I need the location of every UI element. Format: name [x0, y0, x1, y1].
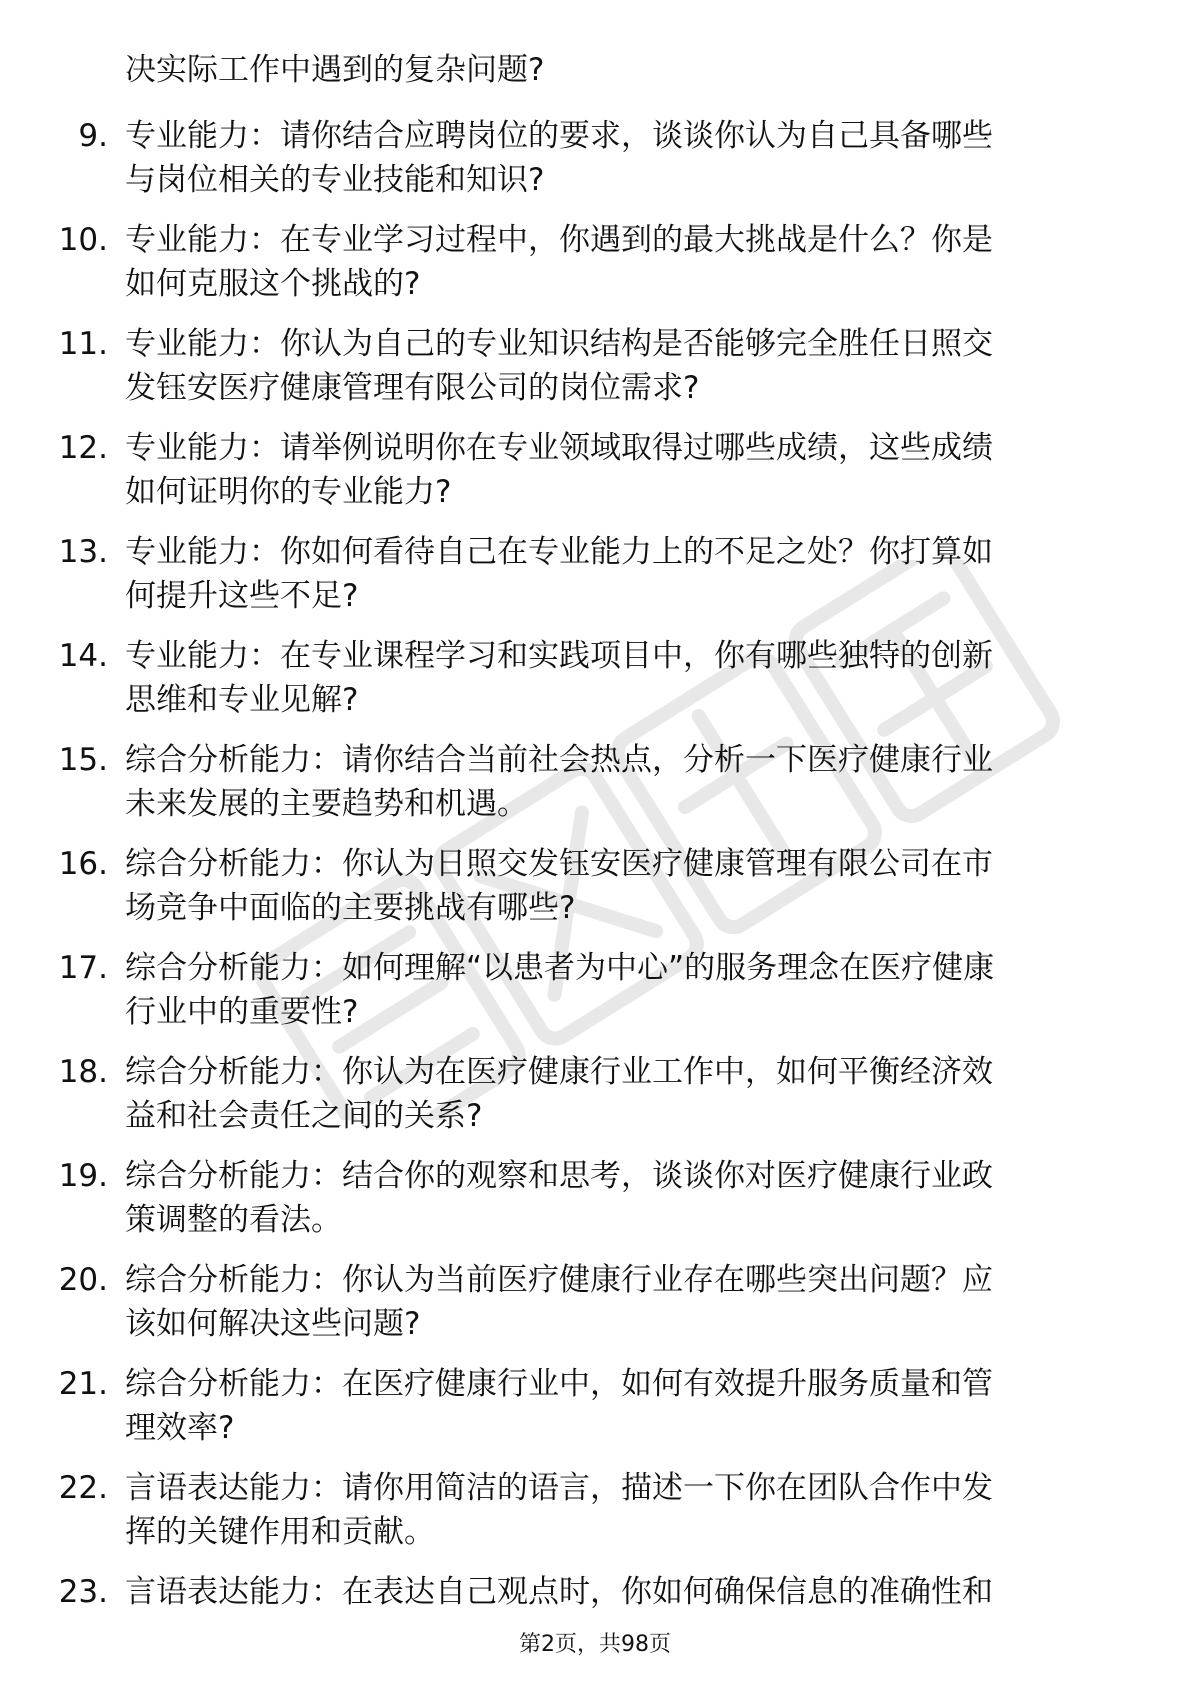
- question-text: [125, 218, 1115, 306]
- question-number: 13.: [58, 534, 108, 570]
- question-number: 19.: [58, 1158, 108, 1194]
- question-text: [125, 1466, 1115, 1554]
- question-text: [125, 1258, 1115, 1346]
- question-number: 18.: [58, 1054, 108, 1090]
- question-text: [125, 426, 1115, 514]
- question-line: 综合分析能力：你认为在医疗健康行业工作中，如何平衡经济效: [125, 1054, 993, 1090]
- question-item: [0, 114, 1190, 218]
- question-number: 14.: [58, 638, 108, 674]
- question-line: 理效率?: [125, 1410, 235, 1446]
- question-number: 21.: [58, 1366, 108, 1402]
- question-item: [0, 1466, 1190, 1570]
- question-line: 如何克服这个挑战的?: [125, 266, 421, 302]
- question-line: 何提升这些不足?: [125, 578, 359, 614]
- question-item: [0, 738, 1190, 842]
- question-number: 20.: [58, 1262, 108, 1298]
- question-line: 专业能力：你认为自己的专业知识结构是否能够完全胜任日照交: [125, 326, 993, 362]
- continued-question-text: 决实际工作中遇到的复杂问题?: [125, 52, 545, 88]
- question-text: [125, 114, 1115, 202]
- question-number: 16.: [58, 846, 108, 882]
- question-line: 综合分析能力：在医疗健康行业中，如何有效提升服务质量和管: [125, 1366, 993, 1402]
- question-number: 12.: [58, 430, 108, 466]
- question-item: [0, 1362, 1190, 1466]
- question-line: 益和社会责任之间的关系?: [125, 1098, 483, 1134]
- question-text: [125, 1362, 1115, 1450]
- question-item: [0, 426, 1190, 530]
- question-item: [0, 842, 1190, 946]
- watermark-text: 职: [0, 0, 1, 1]
- question-item: [0, 946, 1190, 1050]
- question-line: 言语表达能力：请你用简洁的语言，描述一下你在团队合作中发: [125, 1470, 993, 1506]
- question-line: 发钰安医疗健康管理有限公司的岗位需求?: [125, 370, 700, 406]
- question-text: [125, 946, 1115, 1034]
- question-line: 如何证明你的专业能力?: [125, 474, 452, 510]
- question-number: 17.: [58, 950, 108, 986]
- question-item: [0, 530, 1190, 634]
- question-text: [125, 322, 1115, 410]
- question-text: [125, 738, 1115, 826]
- question-number: 22.: [58, 1470, 108, 1506]
- question-line: 综合分析能力：你认为当前医疗健康行业存在哪些突出问题？应: [125, 1262, 993, 1298]
- question-number: 9.: [78, 118, 108, 154]
- question-item: [0, 322, 1190, 426]
- question-line: 挥的关键作用和贡献。: [125, 1514, 435, 1550]
- question-number: 10.: [58, 222, 108, 258]
- question-item: [0, 1154, 1190, 1258]
- question-text: [125, 634, 1115, 722]
- question-text: [125, 1154, 1115, 1242]
- page-footer: 第2页，共98页: [519, 1632, 671, 1657]
- question-text: [125, 1570, 1115, 1614]
- question-number: 23.: [58, 1574, 108, 1610]
- question-line: 与岗位相关的专业技能和知识?: [125, 162, 545, 198]
- question-line: 言语表达能力：在表达自己观点时，你如何确保信息的准确性和: [125, 1574, 993, 1610]
- question-text: [125, 530, 1115, 618]
- question-number: 15.: [58, 742, 108, 778]
- question-line: 综合分析能力：如何理解“以患者为中心”的服务理念在医疗健康: [125, 950, 995, 986]
- question-line: 思维和专业见解?: [125, 682, 359, 718]
- question-number: 11.: [58, 326, 108, 362]
- question-item: [0, 1258, 1190, 1362]
- question-item: [0, 1050, 1190, 1154]
- question-line: 未来发展的主要趋势和机遇。: [125, 786, 528, 822]
- question-line: 该如何解决这些问题?: [125, 1306, 421, 1342]
- question-line: 专业能力：你如何看待自己在专业能力上的不足之处？你打算如: [125, 534, 993, 570]
- question-line: 策调整的看法。: [125, 1202, 342, 1238]
- question-line: 专业能力：请举例说明你在专业领域取得过哪些成绩，这些成绩: [125, 430, 993, 466]
- question-line: 专业能力：请你结合应聘岗位的要求，谈谈你认为自己具备哪些: [125, 118, 993, 154]
- question-line: 专业能力：在专业课程学习和实践项目中，你有哪些独特的创新: [125, 638, 993, 674]
- question-line: 综合分析能力：请你结合当前社会热点，分析一下医疗健康行业: [125, 742, 993, 778]
- question-item: [0, 218, 1190, 322]
- question-list: [0, 114, 1190, 1674]
- question-item: [0, 634, 1190, 738]
- question-text: [125, 1050, 1115, 1138]
- question-line: 综合分析能力：你认为日照交发钰安医疗健康管理有限公司在市: [125, 846, 993, 882]
- question-line: 行业中的重要性?: [125, 994, 359, 1030]
- question-line: 场竞争中面临的主要挑战有哪些?: [125, 890, 576, 926]
- question-text: [125, 842, 1115, 930]
- question-line: 综合分析能力：结合你的观察和思考，谈谈你对医疗健康行业政: [125, 1158, 993, 1194]
- question-line: 专业能力：在专业学习过程中，你遇到的最大挑战是什么？你是: [125, 222, 993, 258]
